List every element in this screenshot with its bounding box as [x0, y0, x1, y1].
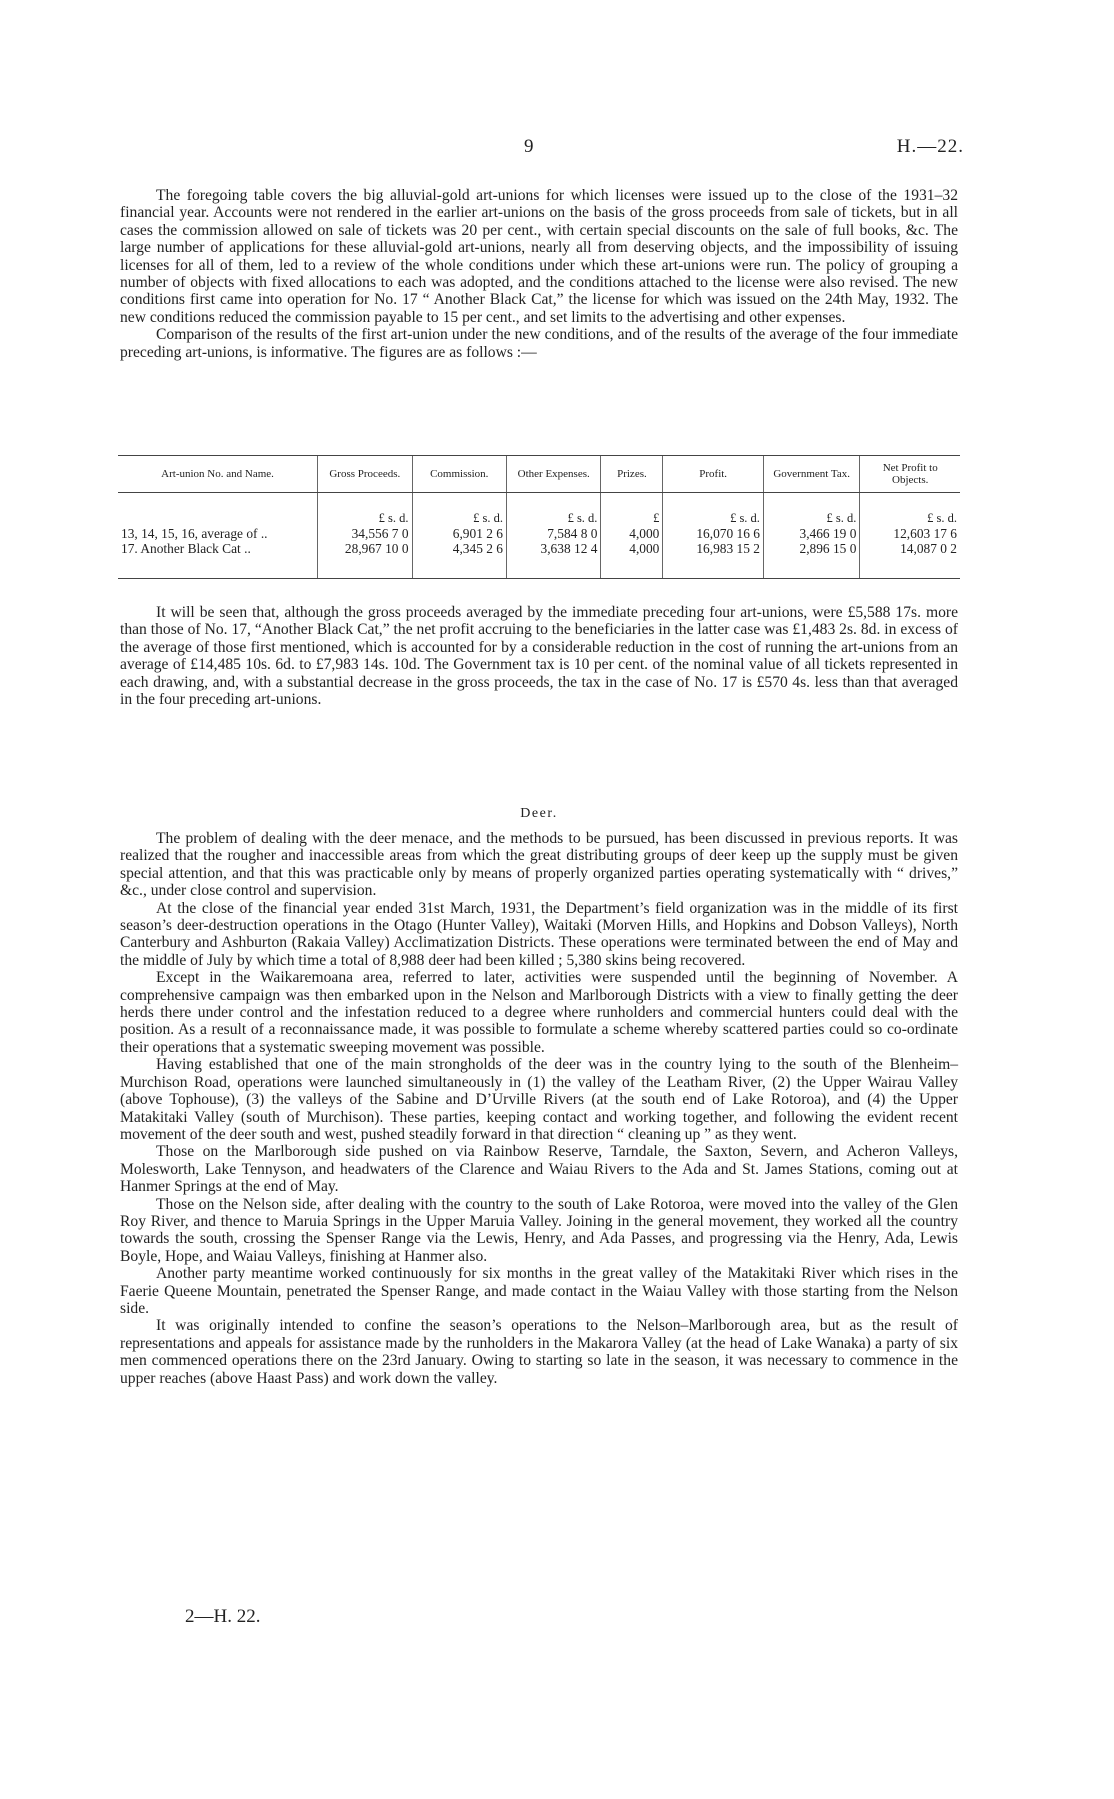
table-cell: 16,983 15 2 [663, 541, 764, 579]
table-cell: £ s. d. [506, 493, 600, 527]
units-row [118, 493, 960, 527]
table-row [118, 526, 960, 541]
paragraph: Comparison of the results of the first art-union under the new conditions, and of the results of the average of the four immediate preceding art-unions, is informative. The figures are as follows :— [120, 326, 958, 361]
paragraph: It will be seen that, although the gross proceeds averaged by the immediate preceding four art-unions, were £5,588 17s. more than those of No. 17, “Another Black Cat,” the net profit accruing to the beneficiaries in the latter case was £1,483 2s. 8d. in excess of the average of those first mentioned, which is accounted for by a considerable reduction in the cost of running the art-unions from an average of £14,485 10s. 6d. to £7,983 14s. 10d. The Government tax is 10 per cent. of the nominal value of all tickets represented in each drawing, and, with a substantial decrease in the gross proceeds, the tax in the case of No. 17 is £570 4s. less than that averaged in the four preceding art-unions. [120, 604, 958, 709]
table-cell: 4,000 [601, 541, 663, 579]
table-cell [118, 493, 318, 527]
document-code: H.—22. [896, 136, 964, 157]
table-cell: 17. Another Black Cat .. [118, 541, 318, 579]
table-cell: 6,901 2 6 [412, 526, 506, 541]
column-header: Art-union No. and Name. [118, 456, 318, 493]
page-header [0, 136, 1114, 160]
table-cell: 13, 14, 15, 16, average of .. [121, 526, 268, 541]
table-cell: 4,345 2 6 [412, 541, 506, 579]
table-cell: 3,638 12 4 [506, 541, 600, 579]
column-header: Gross Proceeds. [318, 456, 412, 493]
paragraph: The problem of dealing with the deer menace, and the methods to be pursued, has been discussed in previous reports. It was realized that the rougher and inaccessible areas from which the great distributing groups of deer keep up the supply must be given special attention, and that this was practicable only by means of properly organized parties operating systematically with “ drives,” &c., under close control and supervision. [120, 830, 958, 900]
table-cell: £ s. d. [763, 493, 859, 527]
paragraph: It was originally intended to confine the season’s operations to the Nelson–Marlborough area, but as the result of representations and appeals for assistance made by the runholders in the Makarora Valley (at the head of Lake Wanaka) a party of six men commenced operations there on the 23rd January. Owing to starting so late in the season, it was necessary to commence in the upper reaches (above Haast Pass) and work down the valley. [120, 1317, 958, 1387]
comparison-text [120, 604, 958, 708]
paragraph: Another party meantime worked continuously for six months in the great valley of the Matakitaki River which rises in the Faerie Queene Mountain, penetrated the Spenser Range, and made contact in the Waiau Valley with those starting from the Nelson side. [120, 1265, 958, 1317]
table-cell: 14,087 0 2 [860, 541, 960, 579]
table-cell: 2,896 15 0 [763, 541, 859, 579]
table-row [118, 541, 960, 579]
paragraph: The foregoing table covers the big alluvial-gold art-unions for which licenses were issued up to the close of the 1931–32 financial year. Accounts were not rendered in the earlier art-unions on the basis of the gross proceeds from sale of tickets, but in all cases the commission allowed on sale of tickets was 20 per cent., with certain special discounts on the sale of full books, &c. The large number of applications for these alluvial-gold art-unions, nearly all from deserving objects, and the impossibility of issuing licenses for all of them, led to a review of the whole conditions under which these art-unions were run. The policy of grouping a number of objects with fixed allocations to each was adopted, and the conditions attached to the license were also revised. The new conditions first came into operation for No. 17 “ Another Black Cat,” the license for which was issued on the 24th May, 1932. The new conditions reduced the commission payable to 15 per cent., and set limits to the advertising and other expenses. [120, 187, 958, 326]
intro-text [120, 187, 958, 361]
column-header: Net Profit to Objects. [860, 456, 960, 493]
section-heading: Deer. [520, 806, 558, 821]
art-union-table [118, 455, 960, 579]
table-cell: 7,584 8 0 [506, 526, 600, 541]
table-cell: 16,070 16 6 [663, 526, 764, 541]
column-header: Other Expenses. [506, 456, 600, 493]
paragraph: Except in the Waikaremoana area, referred to later, activities were suspended until the beginning of November. A comprehensive campaign was then embarked upon in the Nelson and Marlborough Districts with a view to finally getting the deer herds there under control and the infestation reduced to a degree where runholders and commercial hunters could deal with the position. As a result of a reconnaissance made, it was possible to formulate a scheme whereby scattered parties could so co-ordinate their operations that a systematic sweeping movement was possible. [120, 969, 958, 1056]
table-cell: 3,466 19 0 [763, 526, 859, 541]
paragraph: Those on the Nelson side, after dealing with the country to the south of Lake Rotoroa, were moved into the valley of the Glen Roy River, and thence to Maruia Springs in the Upper Maruia Valley. Joining in the general movement, they worked all the country towards the south, crossing the Spenser Range via the Lewis, Henry, and Ada Passes, and progressing via the Henry, Ada, Lewis Boyle, Hope, and Waiau Valleys, finishing at Hanmer also. [120, 1195, 958, 1265]
page-footer-signature: 2—H. 22. [185, 1606, 261, 1627]
page-number: 9 [524, 136, 534, 157]
deer-section-text [120, 830, 958, 1387]
column-header: Prizes. [601, 456, 663, 493]
table-cell: 12,603 17 6 [860, 526, 960, 541]
table-cell: £ s. d. [318, 493, 412, 527]
column-header: Profit. [663, 456, 764, 493]
column-header: Commission. [412, 456, 506, 493]
paragraph: Having established that one of the main strongholds of the deer was in the country lying to the south of the Blenheim–Murchison Road, operations were launched simultaneously in (1) the valley of the Leatham River, (2) the Upper Wairau Valley (above Tophouse), (3) the valleys of the Sabine and D’Urville Rivers (at the south end of Lake Rotoroa), and (4) the Upper Matakitaki Valley (south of Murchison). These parties, keeping contact and working together, and following the evident recent movement of the deer south and west, pushed steadily forward in that direction “ cleaning up ” as they went. [120, 1056, 958, 1143]
table-cell: £ s. d. [663, 493, 764, 527]
table-cell: 34,556 7 0 [318, 526, 412, 541]
column-header: Government Tax. [763, 456, 859, 493]
table-cell: 28,967 10 0 [318, 541, 412, 579]
table-cell: £ s. d. [412, 493, 506, 527]
table-cell: 4,000 [601, 526, 663, 541]
paragraph: Those on the Marlborough side pushed on via Rainbow Reserve, Tarndale, the Saxton, Severn, and Acheron Valleys, Molesworth, Lake Tennyson, and headwaters of the Clarence and Waiau Rivers to the Ada and St. James Stations, coming out at Hanmer Springs at the end of May. [120, 1143, 958, 1196]
table-header-row [118, 456, 960, 493]
table-cell: £ s. d. [860, 493, 960, 527]
paragraph: At the close of the financial year ended 31st March, 1931, the Department’s field organization was in the middle of its first season’s deer-destruction operations in the Otago (Hunter Valley), Waitaki (Morven Hills, and Hopkins and Dobson Valleys), North Canterbury and Ashburton (Rakaia Valley) Acclimatization Districts. These operations were terminated between the end of May and the middle of July by which time a total of 8,988 deer had been killed ; 5,380 skins being recovered. [120, 899, 958, 969]
table-cell: £ [601, 493, 663, 527]
